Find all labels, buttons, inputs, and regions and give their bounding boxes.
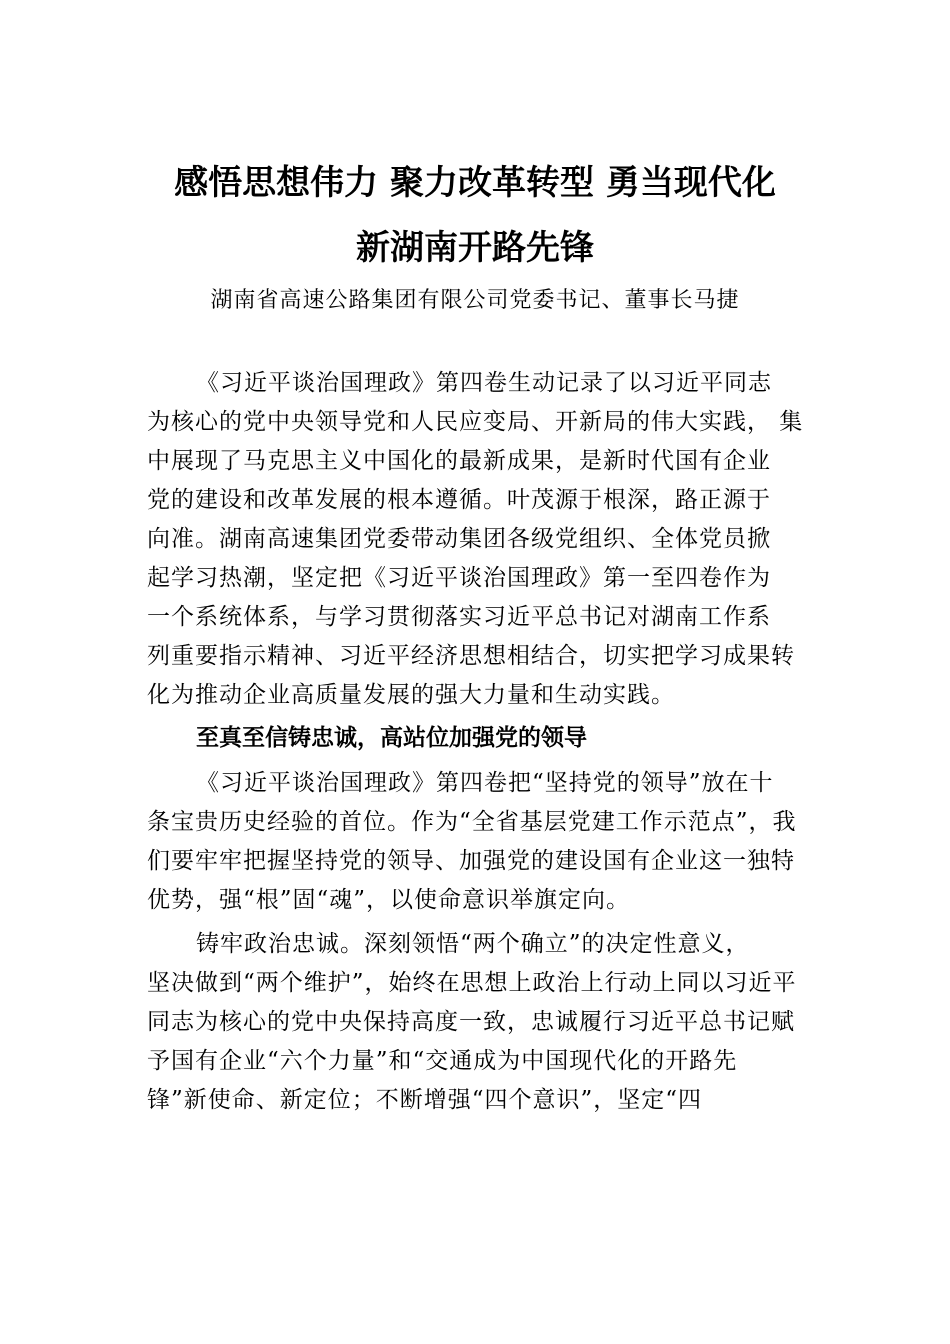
paragraph-2-line-2: 条宝贵历史经验的首位。作为“全省基层党建工作示范点”，我 <box>147 809 797 835</box>
paragraph-1-line-2: 为核心的党中央领导党和人民应变局、开新局的伟大实践， 集 <box>147 409 804 435</box>
paragraph-1-line-4: 党的建设和改革发展的根本遵循。叶茂源于根深，路正源于 <box>147 487 771 513</box>
paragraph-3-line-3: 同志为核心的党中央保持高度一致，忠诚履行习近平总书记赋 <box>147 1009 795 1035</box>
paragraph-2-line-3: 们要牢牢把握坚持党的领导、加强党的建设国有企业这一独特 <box>147 848 795 874</box>
section-heading: 至真至信铸忠诚，高站位加强党的领导 <box>196 725 587 751</box>
paragraph-3-line-4: 予国有企业“六个力量”和“交通成为中国现代化的开路先 <box>147 1048 738 1074</box>
paragraph-2-line-1: 《习近平谈治国理政》第四卷把“坚持党的领导”放在十 <box>196 770 774 796</box>
paragraph-1-line-3: 中展现了马克思主义中国化的最新成果，是新时代国有企业 <box>147 448 771 474</box>
paragraph-3-line-2: 坚决做到“两个维护”，始终在思想上政治上行动上同以习近平 <box>147 970 797 996</box>
paragraph-1-line-8: 列重要指示精神、习近平经济思想相结合，切实把学习成果转 <box>147 643 795 669</box>
title-line-1: 感悟思想伟力 聚力改革转型 勇当现代化 <box>174 163 776 203</box>
paragraph-3-line-1: 铸牢政治忠诚。深刻领悟“两个确立”的决定性意义， <box>196 931 750 957</box>
paragraph-1-line-1: 《习近平谈治国理政》第四卷生动记录了以习近平同志 <box>196 370 772 396</box>
paragraph-1-line-9: 化为推动企业高质量发展的强大力量和生动实践。 <box>147 682 675 708</box>
paragraph-3-line-5: 锋”新使命、新定位；不断增强“四个意识”，坚定“四 <box>147 1087 703 1113</box>
paragraph-1-line-5: 向准。湖南高速集团党委带动集团各级党组织、全体党员掀 <box>147 526 771 552</box>
author-byline: 湖南省高速公路集团有限公司党委书记、董事长马捷 <box>210 288 740 313</box>
paragraph-2-line-4: 优势，强“根”固“魂”，以使命意识举旗定向。 <box>147 887 631 913</box>
title-line-2: 新湖南开路先锋 <box>356 228 594 268</box>
paragraph-1-line-6: 起学习热潮，坚定把《习近平谈治国理政》第一至四卷作为 <box>147 565 771 591</box>
paragraph-1-line-7: 一个系统体系，与学习贯彻落实习近平总书记对湖南工作系 <box>147 604 771 630</box>
